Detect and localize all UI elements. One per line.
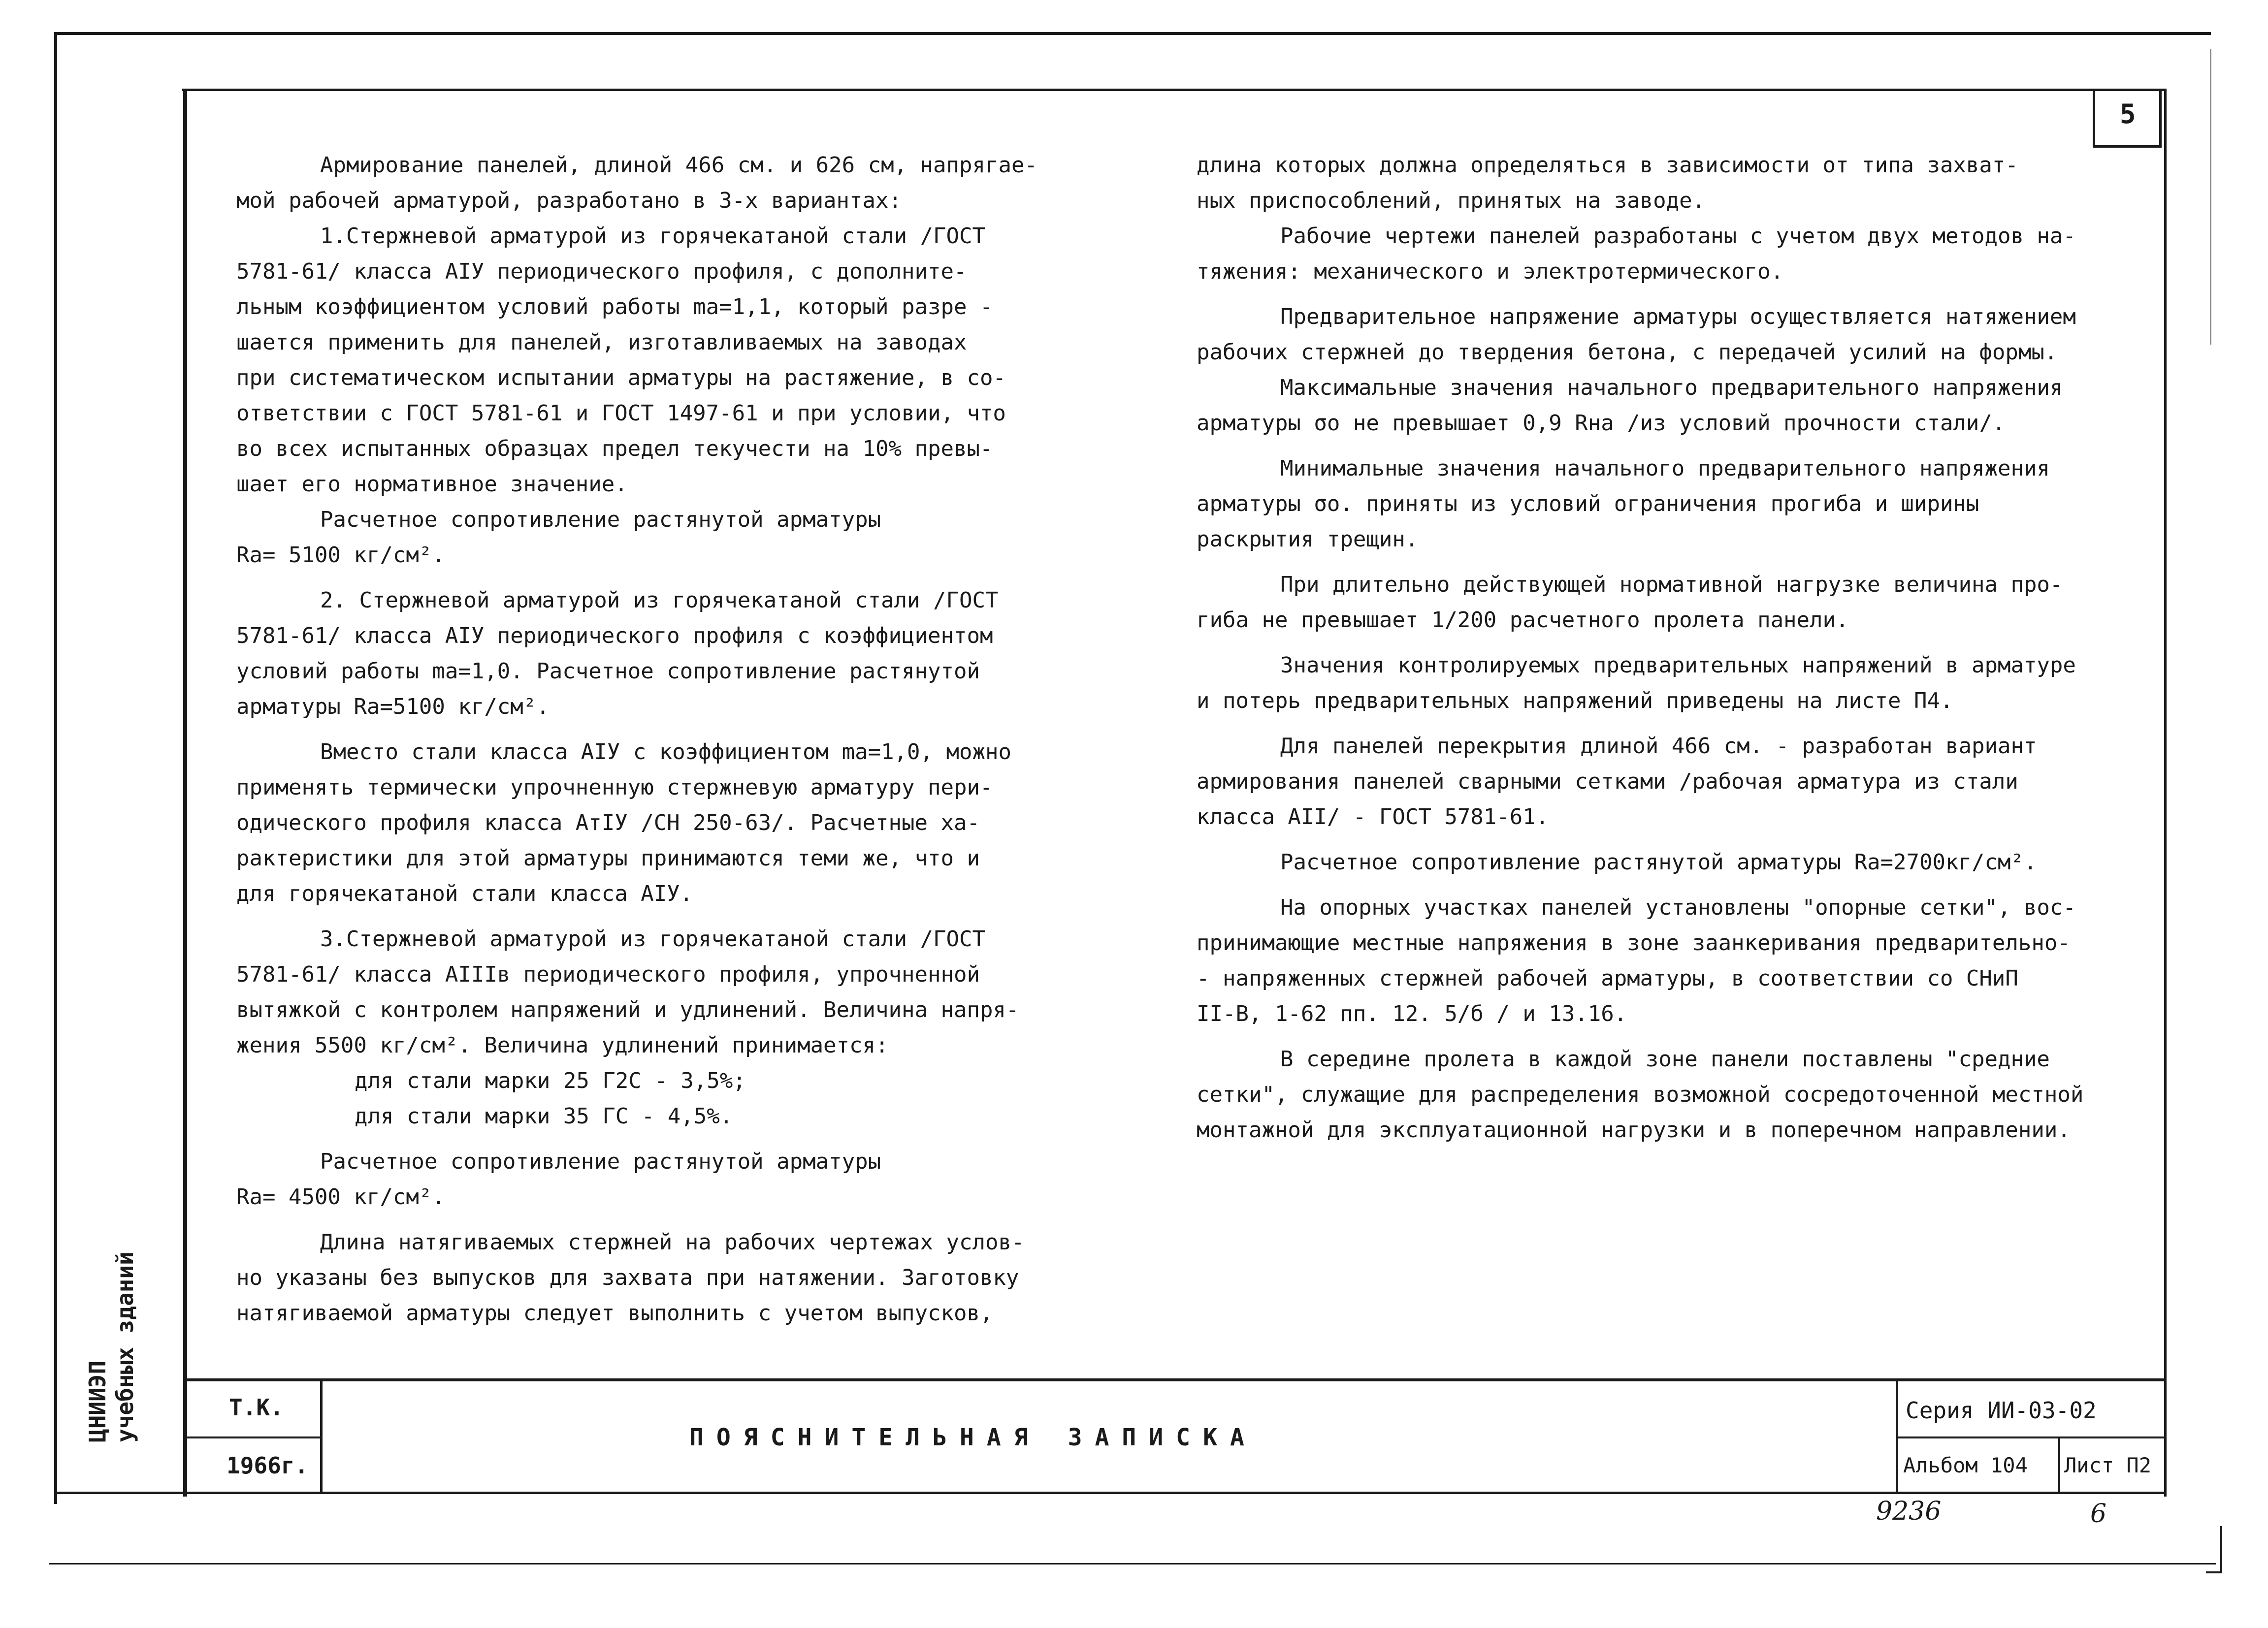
title-block-album: Альбом 104 (1903, 1453, 2028, 1477)
corner-mark-foot (2206, 1571, 2222, 1573)
left-line: для горячекатаной стали класса АIУ. (236, 881, 693, 906)
title-block-title: ПОЯСНИТЕЛЬНАЯ ЗАПИСКА (689, 1424, 1257, 1451)
inner-frame-left (183, 89, 187, 1497)
left-line: Расчетное сопротивление растянутой арматуры (320, 1149, 881, 1174)
title-block-sheet-divider (2058, 1436, 2060, 1494)
left-line: арматуры Rа=5100 кг/см². (236, 694, 550, 719)
left-line: 5781-61/ класса АIУ периодического профиля, с дополните- (236, 259, 967, 284)
left-line: Вместо стали класса АIУ с коэффициентом mа=1,0, можно (320, 739, 1011, 765)
right-line: Значения контролируемых предварительных напряжений в арматуре (1280, 653, 2076, 678)
right-line: арматуры σо не превышает 0,9 Rна /из условий прочности стали/. (1197, 411, 2006, 436)
left-line: 2. Стержневой арматурой из горячекатаной стали /ГОСТ (320, 588, 999, 613)
bottom-frame-line (54, 1492, 2167, 1494)
page-number: 5 (2120, 98, 2136, 129)
left-line: во всех испытанных образцах предел текучести на 10% превы- (236, 436, 993, 461)
side-stamp (84, 1251, 139, 1442)
left-line: жения 5500 кг/см². Величина удлинений принимается: (236, 1033, 889, 1058)
right-line: II-В, 1-62 пп. 12. 5/б / и 13.16. (1197, 1001, 1627, 1026)
left-line: 3.Стержневой арматурой из горячекатаной стали /ГОСТ (320, 926, 986, 952)
left-line: при систематическом испытании арматуры на растяжение, в со- (236, 365, 1006, 390)
page-number-box (2093, 89, 2162, 148)
right-line: длина которых должна определяться в зависимости от типа захват- (1197, 153, 2018, 178)
right-line: гиба не превышает 1/200 расчетного пролета панели. (1197, 607, 1849, 633)
right-line: тяжения: механического и электротермического. (1197, 259, 1784, 284)
side-stamp-line-1: ЦНИИЭП (84, 1360, 111, 1442)
left-line: Расчетное сопротивление растянутой арматуры (320, 507, 881, 532)
right-line: монтажной для эксплуатационной нагрузки и в поперечном направлении. (1197, 1117, 2071, 1143)
right-line: сетки", служащие для распределения возможной сосредоточенной местной (1197, 1082, 2084, 1107)
right-line: арматуры σо. приняты из условий ограничения прогиба и ширины (1197, 491, 1979, 516)
inner-frame-right (2164, 89, 2167, 1497)
right-line: На опорных участках панелей установлены "опорные сетки", вос- (1280, 895, 2076, 920)
right-line: Для панелей перекрытия длиной 466 см. - разработан вариант (1280, 734, 2037, 759)
right-line: класса АII/ - ГОСТ 5781-61. (1197, 804, 1549, 830)
left-line: 5781-61/ класса АIУ периодического профиля с коэффициентом (236, 623, 993, 648)
right-line: Расчетное сопротивление растянутой арматуры Rа=2700кг/см². (1280, 850, 2037, 875)
left-line: вытяжкой с контролем напряжений и удлинений. Величина напря- (236, 997, 1019, 1022)
left-line: условий работы mа=1,0. Расчетное сопротивление растянутой (236, 659, 980, 684)
right-line: Максимальные значения начального предварительного напряжения (1280, 375, 2063, 400)
right-text-column (1197, 148, 2157, 1148)
left-line: для стали марки 25 Г2С - 3,5%; (355, 1068, 746, 1093)
left-line: мой рабочей арматурой, разработано в 3-х вариантах: (236, 188, 902, 213)
left-line: льным коэффициентом условий работы mа=1,1, который разре - (236, 294, 993, 319)
left-line: одического профиля класса АтIУ /СН 250-63/. Расчетные ха- (236, 810, 980, 835)
left-line: натягиваемой арматуры следует выполнить с учетом выпусков, (236, 1301, 993, 1326)
left-line: для стали марки 35 ГС - 4,5%. (355, 1104, 733, 1129)
left-line: 1.Стержневой арматурой из горячекатаной стали /ГОСТ (320, 223, 986, 249)
left-line: Rа= 4500 кг/см². (236, 1184, 445, 1210)
lower-page-line (49, 1563, 2216, 1564)
title-block-left-mid (183, 1436, 321, 1438)
handwritten-page-number: 6 (2090, 1499, 2107, 1529)
left-line: применять термически упрочненную стержневую арматуру пери- (236, 775, 993, 800)
right-line: Рабочие чертежи панелей разработаны с учетом двух методов на- (1280, 223, 2076, 249)
left-line: 5781-61/ класса АIIIв периодического профиля, упрочненной (236, 962, 980, 987)
left-line: шается применить для панелей, изготавливаемых на заводах (236, 330, 967, 355)
left-line: но указаны без выпусков для захвата при натяжении. Заготовку (236, 1265, 1019, 1290)
right-line: принимающие местные напряжения в зоне заанкеривания предварительно- (1197, 930, 2071, 956)
outer-frame-left (54, 32, 57, 1504)
left-text-column (236, 148, 1098, 1331)
title-block-right-mid (1896, 1436, 2166, 1438)
right-line: армирования панелей сварными сетками /рабочая арматура из стали (1197, 769, 2018, 794)
right-line: и потерь предварительных напряжений приведены на листе П4. (1197, 688, 1953, 713)
title-block-top (183, 1378, 2167, 1381)
title-block-series: Серия ИИ-03-02 (1906, 1397, 2097, 1424)
outer-frame-top (54, 32, 2211, 35)
left-line: рактеристики для этой арматуры принимаются теми же, что и (236, 846, 980, 871)
inner-frame-top (182, 89, 2167, 91)
side-stamp-line-2: учебных зданий (112, 1251, 138, 1442)
right-line: рабочих стержней до твердения бетона, с передачей усилий на формы. (1197, 340, 2058, 365)
left-line: Длина натягиваемых стержней на рабочих чертежах услов- (320, 1230, 1025, 1255)
left-line: шает его нормативное значение. (236, 472, 628, 497)
right-line: - напряженных стержней рабочей арматуры, в соответствии со СНиП (1197, 966, 2018, 991)
title-block-org: Т.К. (229, 1394, 284, 1421)
left-line: Армирование панелей, длиной 466 см. и 626 см, напрягае- (320, 153, 1037, 178)
title-block-year: 1966г. (227, 1452, 309, 1479)
title-block-sheet: Лист П2 (2064, 1453, 2152, 1477)
right-line: Минимальные значения начального предварительного напряжения (1280, 456, 2050, 481)
corner-mark (2220, 1526, 2222, 1573)
right-edge-dash (2210, 49, 2211, 345)
archive-number: 9236 (1876, 1497, 1942, 1526)
right-line: При длительно действующей нормативной нагрузке величина про- (1280, 572, 2063, 597)
left-line: Rа= 5100 кг/см². (236, 543, 445, 568)
right-line: Предварительное напряжение арматуры осуществляется натяжением (1280, 304, 2076, 329)
right-line: ных приспособлений, принятых на заводе. (1197, 188, 1706, 213)
right-line: раскрытия трещин. (1197, 527, 1419, 552)
left-line: ответствии с ГОСТ 5781-61 и ГОСТ 1497-61 и при условии, что (236, 401, 1006, 426)
right-line: В середине пролета в каждой зоне панели поставлены "средние (1280, 1047, 2050, 1072)
